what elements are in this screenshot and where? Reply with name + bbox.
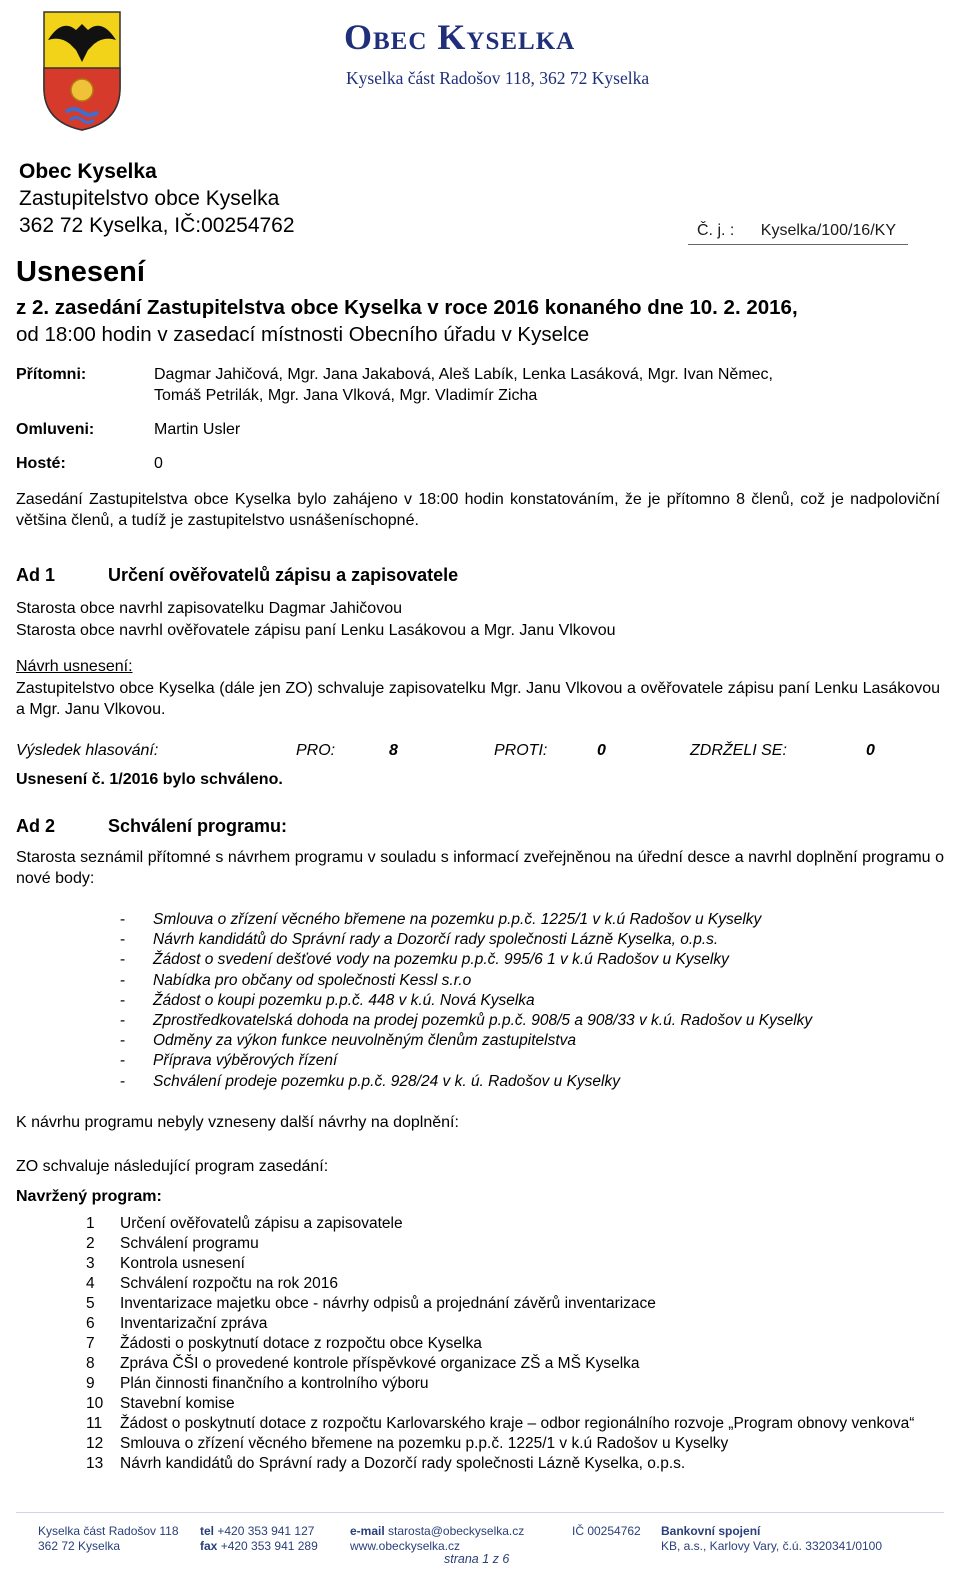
vote-label: Výsledek hlasování: (16, 742, 159, 759)
list-item: 9 Plán činnosti finančního a kontrolního výboru (86, 1375, 429, 1392)
vote-pro-label: PRO: (296, 742, 336, 759)
list-item: 3 Kontrola usnesení (86, 1255, 245, 1272)
vote-zdrzeli-value: 0 (866, 742, 875, 759)
ad1-heading: Určení ověřovatelů zápisu a zapisovatele (108, 565, 459, 585)
ad2-number: Ad 2 (16, 816, 56, 836)
ad1-result: Usnesení č. 1/2016 bylo schváleno. (16, 771, 283, 788)
reference-underline (688, 244, 908, 245)
guests-value: 0 (154, 455, 163, 472)
list-item: - Příprava výběrových řízení (120, 1052, 338, 1070)
document-subtitle (16, 294, 798, 348)
list-item: - Žádost o svedení dešťové vody na pozemku p.p.č. 995/6 1 v k.ú Radošov u Kyselky (120, 951, 729, 969)
new-items-list (120, 910, 812, 1092)
municipality-address: Kyselka část Radošov 118, 362 72 Kyselka (346, 68, 650, 88)
footer-phone: tel +420 353 941 127 fax +420 353 941 289 (200, 1524, 318, 1553)
footer-contact: e-mail starosta@obeckyselka.cz www.obeckyselka.cz (350, 1524, 525, 1553)
footer-address: Kyselka část Radošov 118 362 72 Kyselka (38, 1524, 179, 1553)
subtitle-line-2: od 18:00 hodin v zasedací místnosti Obecního úřadu v Kyselce (16, 323, 590, 346)
email-link[interactable]: starosta@obeckyselka.cz (388, 1524, 525, 1538)
ad1-number: Ad 1 (16, 565, 56, 585)
list-item: 11 Žádost o poskytnutí dotace z rozpočtu Karlovarského kraje – odbor regionálního rozvoje „Program obnovy venkova“ (86, 1415, 915, 1432)
present-line-1: Dagmar Jahičová, Mgr. Jana Jakabová, Aleš Labík, Lenka Lasáková, Mgr. Ivan Němec, (154, 366, 773, 383)
opening-paragraph: Zasedání Zastupitelstva obce Kyselka bylo zahájeno v 18:00 hodin konstatováním, že je přítomno 8 členů, což je nadpoloviční většina členů, a tudíž je zastupitelstvo usnášeníschopné. (16, 491, 940, 529)
list-item: 6 Inventarizační zpráva (86, 1315, 268, 1332)
ad1-proposal-label: Návrh usnesení: (16, 658, 133, 675)
list-item: 1 Určení ověřovatelů zápisu a zapisovatele (86, 1215, 403, 1232)
web-link[interactable]: www.obeckyselka.cz (350, 1538, 461, 1553)
ad1-line-2: Starosta obce navrhl ověřovatele zápisu paní Lenku Lasákovou a Mgr. Janu Vlkovou (16, 622, 616, 639)
ad1-proposal-text: Zastupitelstvo obce Kyselka (dále jen ZO) schvaluje zapisovatelku Mgr. Janu Vlkovou a ověřovatele zápisu paní Lenku Lasákovou a Mgr. Janu Vlkovou. (16, 680, 940, 718)
excused-label: Omluveni: (16, 421, 95, 438)
subtitle-line-1: z 2. zasedání Zastupitelstva obce Kyselka v roce 2016 konaného dne 10. 2. 2016, (16, 296, 798, 319)
list-item: - Nabídka pro občany od společnosti Kessl s.r.o (120, 971, 472, 989)
list-item: - Schválení prodeje pozemku p.p.č. 928/24 v k. ú. Radošov u Kyselky (120, 1072, 620, 1090)
vote-zdrzeli-label: ZDRŽELI SE: (690, 742, 787, 759)
no-more-proposals: K návrhu programu nebyly vzneseny další návrhy na doplnění: (16, 1114, 459, 1131)
list-item: 13 Návrh kandidátů do Správní rady a Dozorčí rady společnosti Lázně Kyselka, o.p.s. (86, 1455, 686, 1472)
list-item: 12 Smlouva o zřízení věcného břemene na pozemku p.p.č. 1225/1 v k.ú Radošov u Kyselky (86, 1435, 729, 1452)
list-item: 7 Žádosti o poskytnutí dotace z rozpočtu obce Kyselka (86, 1335, 482, 1352)
list-item: 8 Zpráva ČŠI o provedené kontrole příspěvkové organizace ZŠ a MŠ Kyselka (86, 1355, 640, 1372)
vote-pro-value: 8 (389, 742, 398, 759)
coat-of-arms-icon (42, 10, 122, 132)
program-label: Navržený program: (16, 1188, 162, 1205)
ad1-line-1: Starosta obce navrhl zapisovatelku Dagmar Jahičovou (16, 600, 402, 617)
ad2-intro: Starosta seznámil přítomné s návrhem programu v souladu s informací zveřejněnou na úřední desce a navrhl doplnění programu o nové body: (16, 849, 944, 887)
org-block (19, 158, 295, 239)
municipality-title: Obec Kyselka (344, 17, 576, 57)
page-number: strana 1 z 6 (444, 1552, 510, 1566)
org-name: Obec Kyselka (19, 160, 157, 183)
list-item: 5 Inventarizace majetku obce - návrhy odpisů a projednání závěrů inventarizace (86, 1295, 656, 1312)
program-list (86, 1214, 940, 1474)
vote-proti-value: 0 (597, 742, 606, 759)
reference-value: Kyselka/100/16/KY (760, 222, 896, 239)
vote-proti-label: PROTI: (494, 742, 548, 759)
present-label: Přítomni: (16, 366, 87, 383)
guests-label: Hosté: (16, 455, 66, 472)
list-item: - Odměny za výkon funkce neuvolněným členům zastupitelstva (120, 1032, 577, 1050)
list-item: - Smlouva o zřízení věcného břemene na pozemku p.p.č. 1225/1 v k.ú Radošov u Kyselky (120, 911, 762, 928)
list-item: - Žádost o koupi pozemku p.p.č. 448 v k.ú. Nová Kyselka (120, 991, 535, 1009)
excused-value: Martin Usler (154, 421, 241, 438)
org-body: Zastupitelstvo obce Kyselka (19, 187, 280, 210)
list-item: 2 Schválení programu (86, 1235, 259, 1252)
footer-bank: Bankovní spojení KB, a.s., Karlovy Vary, č.ú. 3320341/0100 (661, 1524, 883, 1553)
ad2-heading: Schválení programu: (108, 816, 288, 836)
document-title: Usnesení (16, 256, 145, 288)
list-item: - Návrh kandidátů do Správní rady a Dozorčí rady společnosti Lázně Kyselka, o.p.s. (120, 931, 719, 949)
reference-label: Č. j. : (697, 222, 735, 239)
list-item: 4 Schválení rozpočtu na rok 2016 (86, 1275, 338, 1292)
present-line-2: Tomáš Petrilák, Mgr. Jana Vlková, Mgr. Vladimír Zicha (154, 387, 538, 404)
approves-program: ZO schvaluje následující program zasedání: (16, 1158, 329, 1175)
list-item: - Zprostředkovatelská dohoda na prodej pozemků p.p.č. 908/5 a 908/33 v k.ú. Radošov u Kyselky (120, 1012, 813, 1030)
footer-ico: IČ 00254762 (572, 1524, 641, 1538)
reference-number (697, 222, 896, 240)
list-item: 10 Stavební komise (86, 1395, 235, 1412)
footer-divider (16, 1512, 944, 1513)
org-address: 362 72 Kyselka, IČ:00254762 (19, 214, 295, 237)
